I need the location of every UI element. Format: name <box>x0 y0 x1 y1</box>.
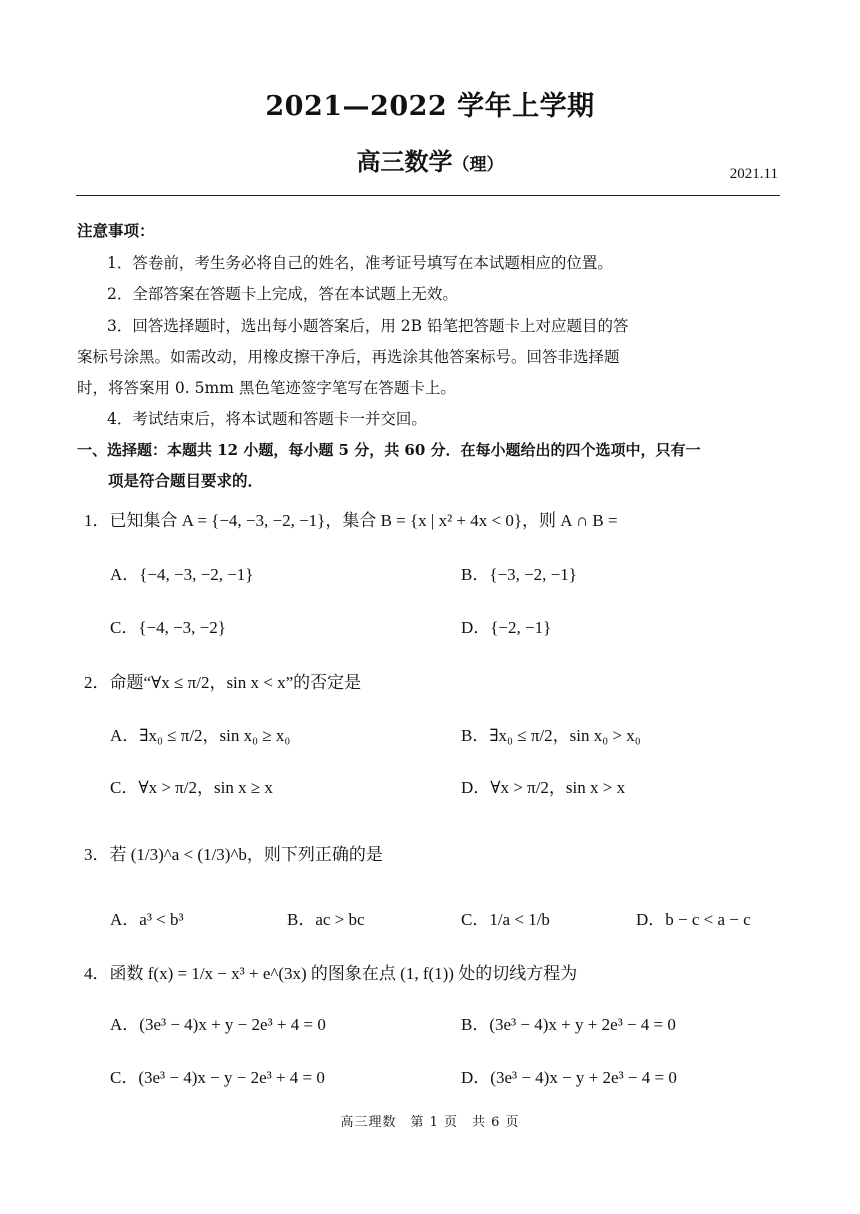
exam-date: 2021.11 <box>729 166 778 182</box>
notice-line: 3．回答选择题时，选出每小题答案后，用 2B 铅笔把答题卡上对应题目的答 <box>107 317 629 335</box>
question-4-option-a: A．(3e³ − 4)x + y − 2e³ + 4 = 0 <box>110 1015 326 1034</box>
question-2-option-d: D．∀x > π/2，sin x > x <box>461 778 626 797</box>
notice-line: 时，将答案用 0. 5mm 黑色笔迹签字笔写在答题卡上。 <box>77 379 456 397</box>
question-3-stem: 3．若 (1/3)^a < (1/3)^b，则下列正确的是 <box>84 845 383 864</box>
question-1-option-c: C．{−4, −3, −2} <box>110 618 226 637</box>
notice-heading: 注意事项： <box>77 221 155 240</box>
question-1-stem: 1．已知集合 A = {−4, −3, −2, −1}，集合 B = {x | x² + 4x < 0}，则 A ∩ B = <box>84 511 618 530</box>
subtitle-paren: （理） <box>452 155 504 175</box>
question-3-option-c: C．1/a < 1/b <box>461 910 550 929</box>
question-3-option-a: A．a³ < b³ <box>110 910 184 929</box>
notice-line: 1．答卷前，考生务必将自己的姓名，准考证号填写在本试题相应的位置。 <box>107 254 613 272</box>
header-divider <box>76 195 780 196</box>
question-2-option-c: C．∀x > π/2，sin x ≥ x <box>110 778 273 797</box>
section-heading: 一、选择题：本题共 12 小题，每小题 5 分，共 60 分．在每小题给出的四个选项中，只有一 <box>77 441 701 459</box>
section-heading-cont: 项是符合题目要求的． <box>108 471 264 490</box>
notice-line: 案标号涂黑。如需改动，用橡皮擦干净后，再选涂其他答案标号。回答非选择题 <box>77 348 620 366</box>
notice-line: 4．考试结束后，将本试题和答题卡一并交回。 <box>107 410 427 428</box>
question-1-option-b: B．{−3, −2, −1} <box>461 565 577 584</box>
notice-line: 2．全部答案在答题卡上完成，答在本试题上无效。 <box>107 285 458 303</box>
question-4-option-d: D．(3e³ − 4)x − y + 2e³ − 4 = 0 <box>461 1068 677 1087</box>
question-1-option-a: A．{−4, −3, −2, −1} <box>110 565 254 584</box>
question-4-option-c: C．(3e³ − 4)x − y − 2e³ + 4 = 0 <box>110 1068 325 1087</box>
question-4-stem: 4．函数 f(x) = 1/x − x³ + e^(3x) 的图象在点 (1, f(1)) 处的切线方程为 <box>84 964 578 983</box>
question-3-option-d: D．b − c < a − c <box>636 910 751 929</box>
exam-title: 2021—2022 学年上学期 <box>265 91 595 122</box>
question-4-option-b: B．(3e³ − 4)x + y + 2e³ − 4 = 0 <box>461 1015 676 1034</box>
question-3-option-b: B．ac > bc <box>287 910 365 929</box>
page-footer: 高三理数 第 1 页 共 6 页 <box>340 1115 520 1130</box>
question-2-option-a: A．∃x₀ ≤ π/2，sin x₀ ≥ x₀ <box>110 726 291 745</box>
question-2-option-b: B．∃x₀ ≤ π/2，sin x₀ > x₀ <box>461 726 641 745</box>
subtitle-main: 高三数学 <box>356 147 453 176</box>
question-1-option-d: D．{−2, −1} <box>461 618 552 637</box>
question-2-stem: 2．命题“∀x ≤ π/2，sin x < x”的否定是 <box>84 673 362 692</box>
